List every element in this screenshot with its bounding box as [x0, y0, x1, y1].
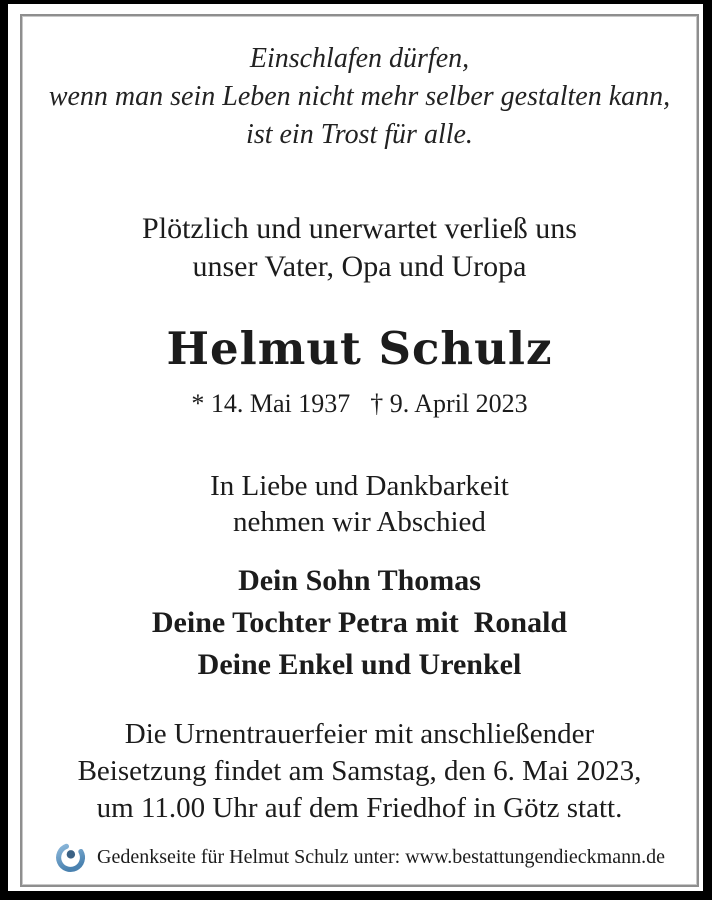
mourner-line: Deine Tochter Petra mit Ronald — [151, 606, 568, 639]
mourner-line: Deine Enkel und Urenkel — [197, 648, 522, 681]
deceased-name: Helmut Schulz — [166, 322, 553, 375]
ceremony-line: Die Urnentrauerfeier mit anschließender — [124, 718, 595, 750]
logo-dot — [67, 850, 75, 858]
obituary-content — [22, 40, 697, 887]
quote-line: wenn man sein Leben nicht mehr selber gestalten kann, — [48, 81, 671, 112]
intro-line: unser Vater, Opa und Uropa — [192, 250, 527, 283]
farewell-text — [22, 468, 697, 540]
memorial-ring-logo-icon — [54, 841, 87, 874]
farewell-line: In Liebe und Dankbarkeit — [210, 470, 509, 502]
ceremony-line: um 11.00 Uhr auf dem Friedhof in Götz statt. — [96, 792, 623, 824]
mourners-list — [22, 560, 697, 686]
mourner-line: Dein Sohn Thomas — [238, 564, 481, 597]
birth-date: * 14. Mai 1937 — [191, 389, 351, 418]
life-dates — [22, 388, 697, 420]
intro-line: Plötzlich und unerwartet verließ uns — [142, 212, 577, 245]
death-date: † 9. April 2023 — [370, 389, 528, 418]
ceremony-details — [22, 716, 697, 827]
quote-line: ist ein Trost für alle. — [246, 119, 473, 150]
farewell-line: nehmen wir Abschied — [233, 506, 486, 538]
memorial-footer — [22, 841, 697, 874]
memorial-quote — [22, 40, 697, 154]
quote-line: Einschlafen dürfen, — [249, 43, 470, 74]
obituary-border-frame — [20, 14, 699, 887]
intro-text — [22, 210, 697, 286]
memorial-link-text: Gedenkseite für Helmut Schulz unter: www.bestattungendieckmann.de — [97, 846, 665, 868]
obituary-card — [8, 4, 703, 891]
ceremony-line: Beisetzung findet am Samstag, den 6. Mai 2023, — [77, 755, 642, 787]
